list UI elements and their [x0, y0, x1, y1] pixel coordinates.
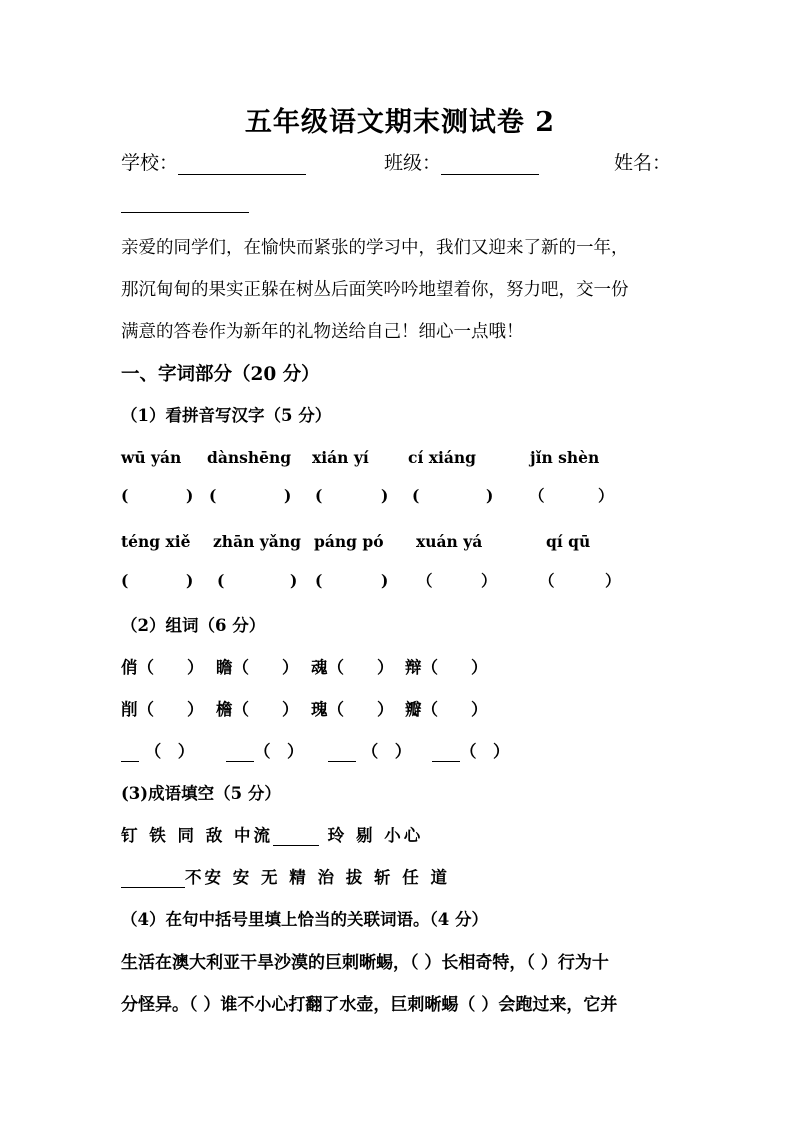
- answer-paren-close: ): [381, 571, 389, 590]
- answer-paren-open: (: [121, 486, 129, 505]
- idiom-line: [121, 822, 423, 846]
- char-item: [405, 696, 488, 720]
- char-item: [405, 654, 488, 678]
- answer-paren-open: (: [121, 571, 129, 590]
- char: 俏: [121, 658, 138, 677]
- answer-paren: （ ）: [327, 700, 394, 719]
- char-item: [216, 696, 299, 720]
- idiom-text: 钉 铁 同 敌 中流: [121, 826, 273, 845]
- pinyin: qí qū: [546, 532, 591, 551]
- char: 瑰: [311, 700, 328, 719]
- char: 魂: [311, 658, 328, 677]
- answer-paren-open: (: [315, 571, 323, 590]
- answer-paren-open: （: [417, 571, 433, 590]
- pinyin: jǐn shèn: [530, 448, 600, 467]
- answer-paren: （ ）: [137, 700, 204, 719]
- answer-paren: （ ）: [232, 700, 299, 719]
- char-item: [216, 654, 299, 678]
- answer-paren-open: (: [412, 486, 420, 505]
- section-heading: 一、字词部分（20 分）: [121, 364, 320, 385]
- char: 削: [121, 700, 138, 719]
- class-label: 班级：: [384, 152, 442, 174]
- pinyin: téng xiě: [121, 532, 191, 551]
- answer-blank[interactable]: [432, 744, 460, 762]
- question-text: 生活在澳大利亚干旱沙漠的巨刺晰蜴，（ ）长相奇特，（ ）行为十: [121, 953, 609, 973]
- answer-paren: （ ）: [460, 742, 510, 761]
- answer-paren: （ ）: [232, 658, 299, 677]
- intro-line: 那沉甸甸的果实正躲在树丛后面笑吟吟地望着你，努力吧，交一份: [121, 280, 629, 300]
- answer-paren-close: ): [186, 571, 194, 590]
- question-heading: （1）看拼音写汉字（5 分）: [121, 406, 332, 425]
- blank-item: [328, 738, 411, 762]
- class-field: [384, 148, 539, 175]
- pinyin: wū yán: [121, 448, 182, 467]
- answer-paren-close: ): [284, 486, 292, 505]
- answer-paren-close: ): [290, 571, 298, 590]
- pinyin: cí xiáng: [408, 448, 477, 467]
- answer-paren-open: （: [529, 486, 545, 505]
- question-text: 分怪异。（ ）谁不小心打翻了水壶，巨刺晰蜴（ ）会跑过来，它并: [121, 995, 618, 1015]
- answer-paren-open: (: [217, 571, 225, 590]
- intro-line: 亲爱的同学们，在愉快而紧张的学习中，我们又迎来了新的一年，: [121, 238, 629, 258]
- answer-paren: （ ）: [421, 658, 488, 677]
- char: 瞻: [216, 658, 233, 677]
- name-field: [614, 148, 671, 175]
- answer-paren-open: （: [539, 571, 555, 590]
- answer-paren-open: (: [315, 486, 323, 505]
- answer-paren-close: ）: [605, 571, 621, 590]
- answer-blank[interactable]: [328, 744, 356, 762]
- school-field: [121, 148, 306, 175]
- idiom-blank[interactable]: [273, 828, 319, 846]
- answer-paren-close: ): [186, 486, 194, 505]
- idiom-text: 不安 安 无 精 治 拔 斩 任 道: [185, 868, 450, 887]
- pinyin: páng pó: [314, 532, 384, 551]
- answer-paren: （ ）: [144, 742, 195, 761]
- char-item: [121, 696, 204, 720]
- answer-paren-close: ): [381, 486, 389, 505]
- answer-paren-close: ): [486, 486, 494, 505]
- blank-item: [121, 738, 194, 762]
- pinyin: dànshēng: [207, 448, 292, 467]
- char: 檐: [216, 700, 233, 719]
- blank-item: [432, 738, 510, 762]
- answer-paren: （ ）: [137, 658, 204, 677]
- answer-paren-close: ）: [598, 486, 614, 505]
- char-item: [311, 696, 394, 720]
- answer-paren-open: (: [209, 486, 217, 505]
- school-blank[interactable]: [178, 154, 306, 175]
- char-item: [121, 654, 204, 678]
- answer-blank[interactable]: [121, 744, 139, 762]
- pinyin: xuán yá: [416, 532, 483, 551]
- question-heading: (3)成语填空（5 分）: [121, 784, 281, 803]
- name-label: 姓名：: [614, 152, 672, 174]
- pinyin: zhān yǎng: [213, 532, 301, 551]
- answer-paren: （ ）: [327, 658, 394, 677]
- question-heading: （4）在句中括号里填上恰当的关联词语。（4 分）: [121, 910, 488, 929]
- answer-blank[interactable]: [226, 744, 254, 762]
- page-title: 五年级语文期末测试卷 2: [244, 107, 556, 138]
- question-heading: （2）组词（6 分）: [121, 616, 266, 635]
- char-item: [311, 654, 394, 678]
- name-blank[interactable]: [121, 192, 249, 213]
- idiom-line: [121, 864, 450, 888]
- idiom-blank[interactable]: [121, 870, 185, 888]
- blank-item: [226, 738, 304, 762]
- answer-paren-close: ）: [481, 571, 497, 590]
- class-blank[interactable]: [441, 154, 539, 175]
- char: 辩: [405, 658, 422, 677]
- school-label: 学校：: [121, 152, 179, 174]
- char: 瓣: [405, 700, 422, 719]
- answer-paren: （ ）: [361, 742, 412, 761]
- intro-line: 满意的答卷作为新年的礼物送给自己！细心一点哦！: [121, 322, 524, 342]
- idiom-text: 玲 剔 小心: [318, 826, 424, 845]
- answer-paren: （ ）: [254, 742, 304, 761]
- answer-paren: （ ）: [421, 700, 488, 719]
- pinyin: xián yí: [312, 448, 369, 467]
